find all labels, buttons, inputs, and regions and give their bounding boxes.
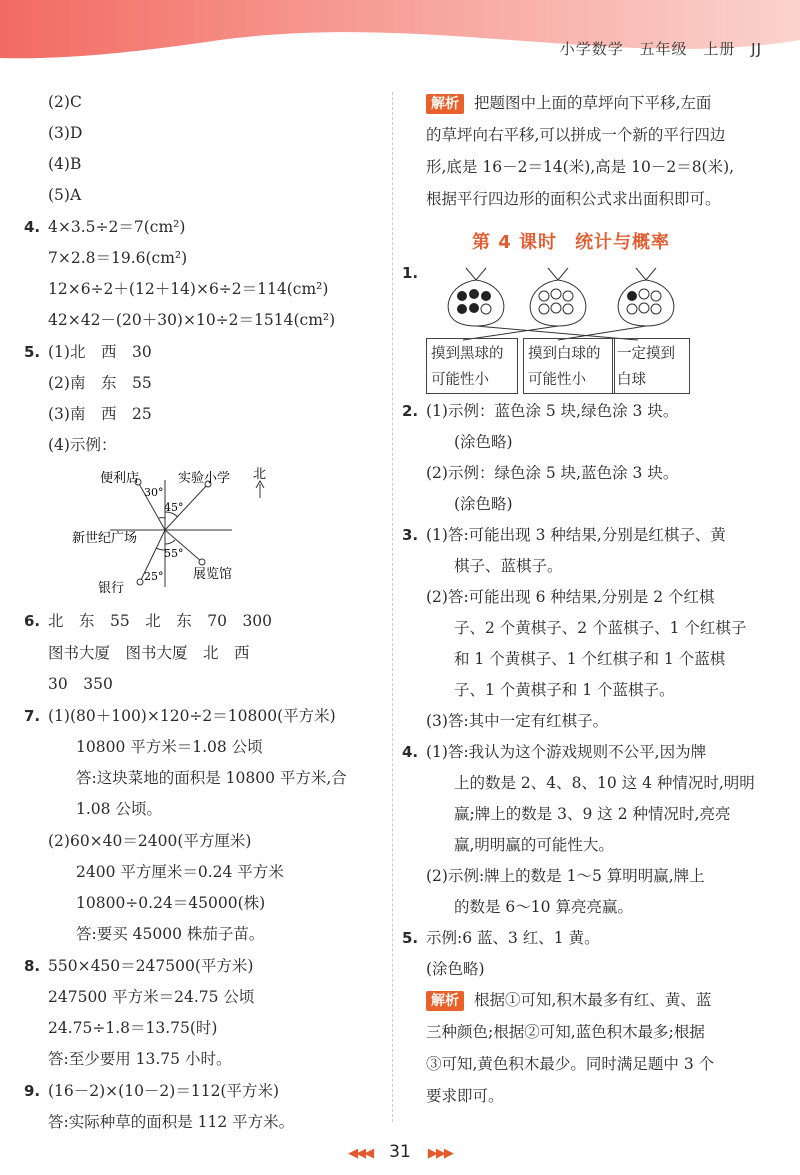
option-box-line: 可能性小 [431,372,489,388]
q5-line: (1)北 西 30 [48,343,152,361]
r-q2-line: (2)示例：绿色涂 5 块,蓝色涂 3 块。 [426,464,679,482]
q6-line: 北 东 55 北 东 70 300 [48,612,273,630]
q5-number: 5. [24,343,41,361]
q4-number: 4. [24,218,41,236]
option-box-line: 可能性小 [528,372,586,388]
q4-line: 42×42－(20＋30)×10÷2＝1514(cm²) [48,311,336,329]
q6-line: 30 350 [48,675,113,693]
angle-30: 30° [144,486,164,499]
analysis-1-line: 把题图中上面的草坪向下平移,左面 [474,94,712,112]
bag-all-white [530,268,586,326]
r-q2-line: (涂色略) [454,433,513,451]
option-box-line: 白球 [617,372,646,388]
q4-line: 4×3.5÷2＝7(cm²) [48,218,186,236]
q7-line: 2400 平方厘米＝0.24 平方米 [76,863,284,881]
label-school: 实验小学 [178,471,231,486]
q7-line: 答:这块菜地的面积是 10800 平方米,合 [76,769,347,787]
q5-line: (2)南 东 55 [48,374,152,392]
q9-line: (16－2)×(10－2)＝112(平方米) [48,1082,280,1100]
header-text [550,38,762,59]
r-q1-number: 1. [402,264,419,282]
r-q4-line: 上的数是 2、4、8、10 这 4 种情况时,明明 [454,774,755,792]
r-q2-line: (1)示例：蓝色涂 5 块,绿色涂 3 块。 [426,402,679,420]
header-banner [0,0,800,72]
lesson-title: 第 4 课时 [472,232,558,253]
r-q4-line: (1)答:我认为这个游戏规则不公平,因为牌 [426,743,707,761]
q3-answer-4: (4)B [48,155,82,173]
analysis-2-line: 要求即可。 [426,1087,504,1105]
direction-diagram [60,462,280,602]
label-bank: 银行 [98,581,125,596]
q7-line: (1)(80＋100)×120÷2＝10800(平方米) [48,707,336,725]
analysis-2 [426,989,711,1011]
bank-point [137,579,143,585]
bags-diagram [428,258,698,348]
header-subject: 小学数学 [559,40,624,58]
r-q3-line: (1)答:可能出现 3 种结果,分别是红棋子、黄 [426,526,726,544]
q6-line: 图书大厦 图书大厦 北 西 [48,644,250,662]
page-number: 31 [389,1142,411,1162]
analysis-2-line: ③可知,黄色积木最少。同时满足题中 3 个 [426,1055,715,1073]
r-q3-line: (3)答:其中一定有红棋子。 [426,712,609,730]
header-edition: JJ [751,40,762,58]
q8-line: 247500 平方米＝24.75 公顷 [48,988,255,1006]
r-q4-number: 4. [402,743,419,761]
north-label: 北 [253,467,267,482]
option-box-line: 一定摸到 [617,346,675,362]
q9-number: 9. [24,1082,41,1100]
option-box [612,338,690,394]
option-box [426,338,518,394]
option-box [523,338,615,394]
label-hall: 展览馆 [193,567,233,582]
analysis-1-line: 的草坪向右平移,可以拼成一个新的平行四边 [426,126,726,144]
label-plaza: 新世纪广场 [72,531,138,546]
option-box-line: 摸到黑球的 [431,346,504,362]
q4-line: 7×2.8＝19.6(cm²) [48,249,188,267]
r-q3-line: 和 1 个黄棋子、1 个红棋子和 1 个蓝棋 [454,650,726,668]
q7-line: 10800÷0.24＝45000(株) [76,894,266,912]
label-store: 便利店 [100,471,140,486]
q6-number: 6. [24,612,41,630]
prev-arrows-icon: ◀◀◀ [348,1146,373,1161]
r-q2-line: (涂色略) [454,495,513,513]
analysis-2-line: 三种颜色;根据②可知,蓝色积木最多;根据 [426,1023,705,1041]
r-q4-line: (2)示例:牌上的数是 1～5 算明明赢,牌上 [426,867,705,885]
r-q3-line: (2)答:可能出现 6 种结果,分别是 2 个红棋 [426,588,715,606]
analysis-tag: 解析 [426,94,464,114]
q9-line: 答:实际种草的面积是 112 平方米。 [48,1113,295,1131]
analysis-2-line: 根据①可知,积木最多有红、黄、蓝 [474,991,712,1009]
r-q3-line: 子、1 个黄棋子和 1 个蓝棋子。 [454,681,675,699]
header-grade: 五年级 [639,40,688,58]
q7-line: 答:要买 45000 株茄子苗。 [76,925,265,943]
r-q5-number: 5. [402,929,419,947]
q8-line: 24.75÷1.8＝13.75(时) [48,1019,218,1037]
r-q3-line: 棋子、蓝棋子。 [454,557,563,575]
analysis-1-line: 根据平行四边形的面积公式求出面积即可。 [426,190,721,208]
q8-line: 答:至少要用 13.75 小时。 [48,1050,232,1068]
r-q5-line: (涂色略) [426,960,485,978]
q5-line: (4)示例： [48,436,117,454]
angle-45: 45° [164,501,184,514]
r-q3-number: 3. [402,526,419,544]
option-box-line: 摸到白球的 [528,346,601,362]
q7-number: 7. [24,707,41,725]
bag-one-black [618,268,674,326]
r-q4-line: 赢;牌上的数是 3、9 这 2 种情况时,亮亮 [454,805,731,823]
r-q4-line: 赢,明明赢的可能性大。 [454,836,614,854]
column-divider [392,92,393,1122]
hall-point [199,559,205,565]
header-volume: 上册 [703,40,736,58]
analysis-1 [426,92,711,114]
bag-mostly-black [448,268,504,326]
page-footer [0,1142,800,1162]
r-q3-line: 子、2 个黄棋子、2 个蓝棋子、1 个红棋子 [454,619,747,637]
angle-55: 55° [164,547,184,560]
lesson-heading [472,228,670,254]
q5-line: (3)南 西 25 [48,405,152,423]
q7-line: (2)60×40＝2400(平方厘米) [48,832,252,850]
q8-number: 8. [24,957,41,975]
analysis-1-line: 形,底是 16－2＝14(米),高是 10－2＝8(米), [426,158,735,176]
r-q5-line: 示例:6 蓝、3 红、1 黄。 [426,929,600,947]
q3-answer-3: (3)D [48,124,83,142]
q3-answer-2: (2)C [48,93,82,111]
next-arrows-icon: ▶▶▶ [427,1146,452,1161]
lesson-topic: 统计与概率 [575,232,671,253]
r-q4-line: 的数是 6～10 算亮亮赢。 [454,898,633,916]
q3-answer-5: (5)A [48,186,82,204]
analysis-tag: 解析 [426,991,464,1011]
q4-line: 12×6÷2＋(12＋14)×6÷2＝114(cm²) [48,280,329,298]
q7-line: 1.08 公顷。 [76,800,162,818]
angle-25: 25° [144,570,164,583]
q7-line: 10800 平方米＝1.08 公顷 [76,738,263,756]
r-q2-number: 2. [402,402,419,420]
q8-line: 550×450＝247500(平方米) [48,957,254,975]
